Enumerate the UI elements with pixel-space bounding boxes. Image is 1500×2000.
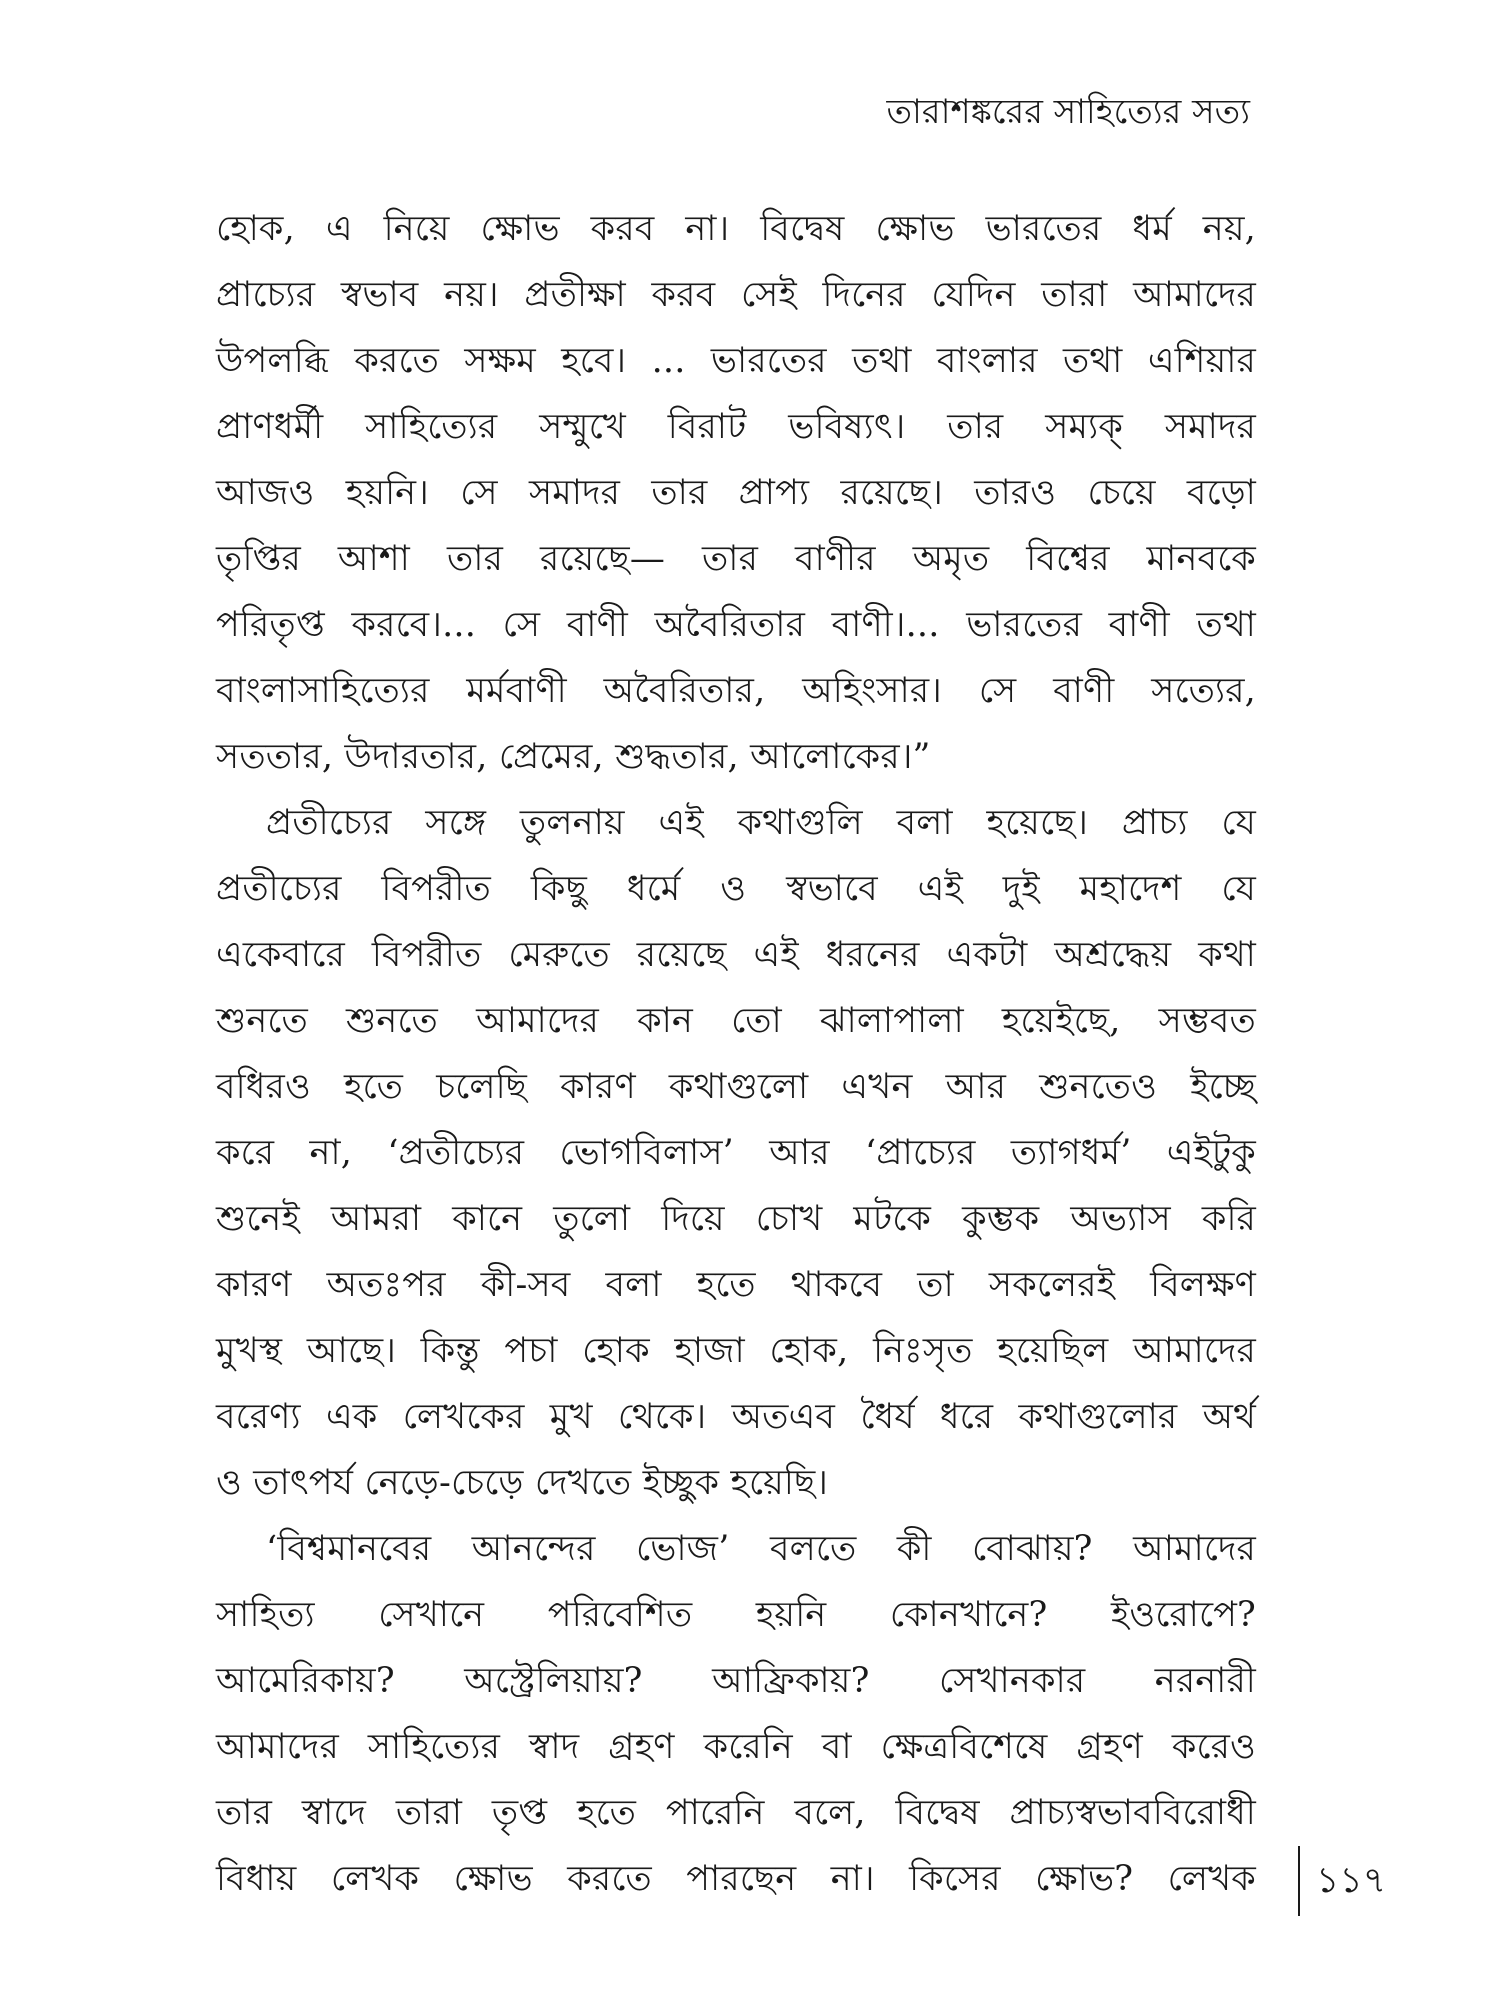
text-line: ও তাৎপর্য নেড়ে-চেড়ে দেখতে ইচ্ছুক হয়েছি। bbox=[216, 1463, 829, 1503]
text-line: আমাদের সাহিত্যের স্বাদ গ্রহণ করেনি বা ক্ষেত্রবিশেষে গ্রহণ করেও bbox=[216, 1727, 1256, 1767]
paragraph-first-line: ‘বিশ্বমানবের আনন্দের ভোজ’ বলতে কী বোঝায়? আমাদের bbox=[266, 1529, 1256, 1569]
body-text bbox=[216, 196, 1256, 1912]
text-line: বিধায় লেখক ক্ষোভ করতে পারছেন না। কিসের ক্ষোভ? লেখক bbox=[216, 1859, 1256, 1899]
text-line: বধিরও হতে চলেছি কারণ কথাগুলো এখন আর শুনতেও ইচ্ছে bbox=[216, 1067, 1256, 1107]
text-line: হোক, এ নিয়ে ক্ষোভ করব না। বিদ্বেষ ক্ষোভ ভারতের ধর্ম নয়, bbox=[216, 209, 1256, 249]
text-line: শুনেই আমরা কানে তুলো দিয়ে চোখ মটকে কুম্ভক অভ্যাস করি bbox=[216, 1199, 1256, 1239]
text-line: করে না, ‘প্রতীচ্যের ভোগবিলাস’ আর ‘প্রাচ্যের ত্যাগধর্ম’ এইটুকু bbox=[216, 1133, 1256, 1173]
text-line: শুনতে শুনতে আমাদের কান তো ঝালাপালা হয়েইছে, সম্ভবত bbox=[216, 1001, 1256, 1041]
text-line: প্রাণধর্মী সাহিত্যের সম্মুখে বিরাট ভবিষ্যৎ। তার সম্যক্ সমাদর bbox=[216, 407, 1256, 447]
text-line: বরেণ্য এক লেখকের মুখ থেকে। অতএব ধৈর্য ধরে কথাগুলোর অর্থ bbox=[216, 1397, 1256, 1437]
text-line: পরিতৃপ্ত করবে।... সে বাণী অবৈরিতার বাণী।... ভারতের বাণী তথা bbox=[216, 605, 1256, 645]
text-line: কারণ অতঃপর কী-সব বলা হতে থাকবে তা সকলেরই বিলক্ষণ bbox=[216, 1265, 1256, 1305]
text-line: বাংলাসাহিত্যের মর্মবাণী অবৈরিতার, অহিংসার। সে বাণী সত্যের, bbox=[216, 671, 1256, 711]
page-number: ১১৭ bbox=[1298, 1846, 1386, 1916]
text-line: উপলব্ধি করতে সক্ষম হবে। ... ভারতের তথা বাংলার তথা এশিয়ার bbox=[216, 341, 1256, 381]
text-line: তার স্বাদে তারা তৃপ্ত হতে পারেনি বলে, বিদ্বেষ প্রাচ্যস্বভাববিরোধী bbox=[216, 1793, 1256, 1833]
running-header: তারাশঙ্করের সাহিত্যের সত্য bbox=[886, 92, 1250, 132]
text-line: সাহিত্য সেখানে পরিবেশিত হয়নি কোনখানে? ইওরোপে? bbox=[216, 1595, 1256, 1635]
paragraph-first-line: প্রতীচ্যের সঙ্গে তুলনায় এই কথাগুলি বলা হয়েছে। প্রাচ্য যে bbox=[266, 803, 1256, 843]
text-line: মুখস্থ আছে। কিন্তু পচা হোক হাজা হোক, নিঃসৃত হয়েছিল আমাদের bbox=[216, 1331, 1256, 1371]
text-line: আমেরিকায়? অস্ট্রেলিয়ায়? আফ্রিকায়? সেখানকার নরনারী bbox=[216, 1661, 1256, 1701]
text-line: একেবারে বিপরীত মেরুতে রয়েছে এই ধরনের একটা অশ্রদ্ধেয় কথা bbox=[216, 935, 1256, 975]
text-line: আজও হয়নি। সে সমাদর তার প্রাপ্য রয়েছে। তারও চেয়ে বড়ো bbox=[216, 473, 1256, 513]
text-line: প্রাচ্যের স্বভাব নয়। প্রতীক্ষা করব সেই দিনের যেদিন তারা আমাদের bbox=[216, 275, 1256, 315]
text-line: সততার, উদারতার, প্রেমের, শুদ্ধতার, আলোকের।” bbox=[216, 737, 931, 777]
text-line: প্রতীচ্যের বিপরীত কিছু ধর্মে ও স্বভাবে এই দুই মহাদেশ যে bbox=[216, 869, 1256, 909]
text-line: তৃপ্তির আশা তার রয়েছে— তার বাণীর অমৃত বিশ্বের মানবকে bbox=[216, 539, 1256, 579]
